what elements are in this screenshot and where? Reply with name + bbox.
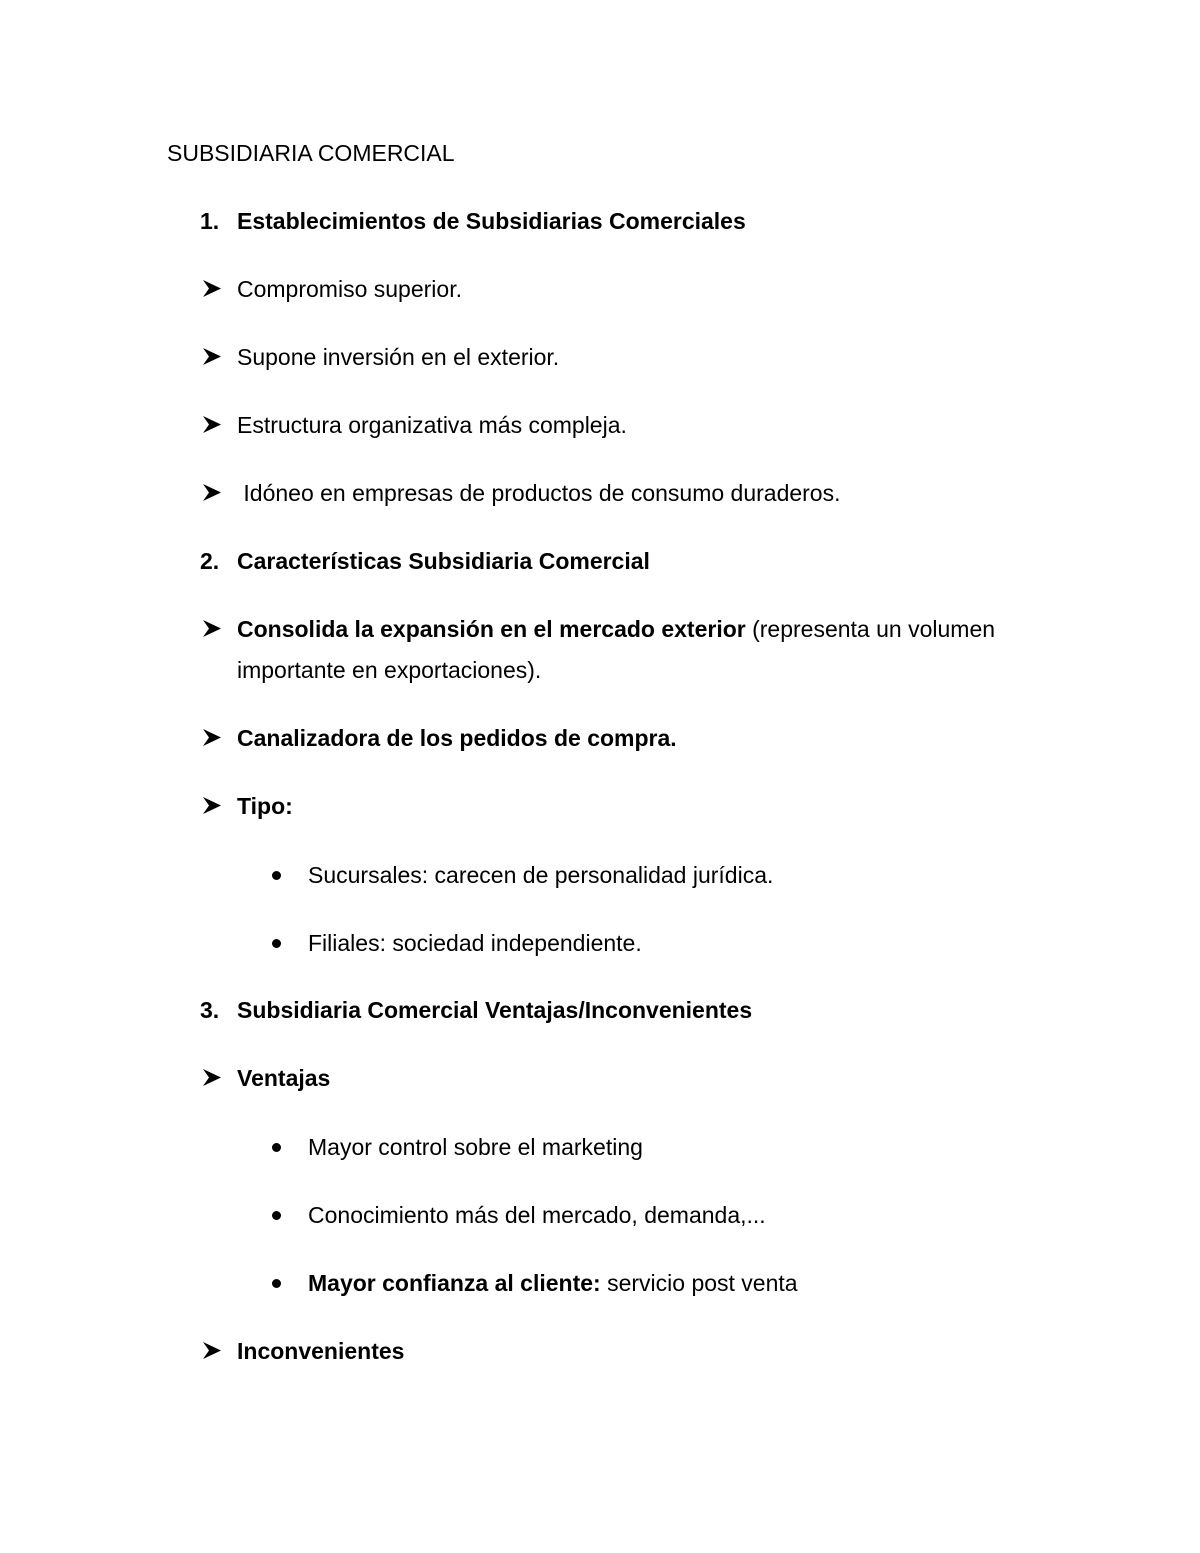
- arrowhead-bullet-icon: [203, 722, 225, 754]
- list-item: Estructura organizativa más compleja.: [237, 412, 627, 438]
- sub-list-item: Conocimiento más del mercado, demanda,...: [308, 1202, 766, 1228]
- filled-circle-bullet-icon: [272, 1279, 281, 1288]
- sub-list-item: Filiales: sociedad independiente.: [308, 930, 642, 956]
- arrowhead-bullet-icon: [203, 409, 225, 441]
- list-item-text: (representa un volumen: [745, 616, 996, 642]
- arrowhead-bullet-icon: [203, 273, 225, 305]
- filled-circle-bullet-icon: [272, 871, 281, 880]
- sub-list-item: Sucursales: carecen de personalidad jurídica.: [308, 862, 774, 888]
- section-heading: Características Subsidiaria Comercial: [237, 548, 650, 574]
- section-number: 2.: [200, 548, 220, 574]
- arrowhead-bullet-icon: [203, 613, 225, 645]
- section-number: 3.: [200, 997, 220, 1023]
- filled-circle-bullet-icon: [272, 1211, 281, 1220]
- section-number: 1.: [200, 208, 220, 234]
- sub-list-item: Mayor control sobre el marketing: [308, 1134, 643, 1160]
- sub-list-item-bold-text: Mayor confianza al cliente:: [308, 1270, 601, 1296]
- filled-circle-bullet-icon: [272, 1143, 281, 1152]
- section-heading: Subsidiaria Comercial Ventajas/Inconvenientes: [237, 997, 753, 1023]
- arrowhead-bullet-icon: [203, 1335, 225, 1367]
- list-item: Supone inversión en el exterior.: [237, 344, 560, 370]
- list-item: Canalizadora de los pedidos de compra.: [237, 725, 677, 751]
- list-item: Tipo:: [237, 793, 293, 819]
- sub-list-item: [308, 1267, 798, 1299]
- section-heading: Establecimientos de Subsidiarias Comerciales: [237, 208, 746, 234]
- list-item: Ventajas: [237, 1065, 331, 1091]
- list-item: Idóneo en empresas de productos de consumo duraderos.: [237, 480, 841, 506]
- arrowhead-bullet-icon: [203, 1062, 225, 1094]
- arrowhead-bullet-icon: [203, 341, 225, 373]
- arrowhead-bullet-icon: [203, 477, 225, 509]
- arrowhead-bullet-icon: [203, 790, 225, 822]
- sub-list-item-text: servicio post venta: [600, 1270, 798, 1296]
- list-item-continuation: importante en exportaciones).: [237, 657, 542, 683]
- list-item-bold-text: Consolida la expansión en el mercado exterior: [237, 616, 746, 642]
- document-title: SUBSIDIARIA COMERCIAL: [167, 140, 455, 166]
- list-item: Compromiso superior.: [237, 276, 462, 302]
- list-item: [237, 613, 995, 645]
- filled-circle-bullet-icon: [272, 939, 281, 948]
- list-item: Inconvenientes: [237, 1338, 405, 1364]
